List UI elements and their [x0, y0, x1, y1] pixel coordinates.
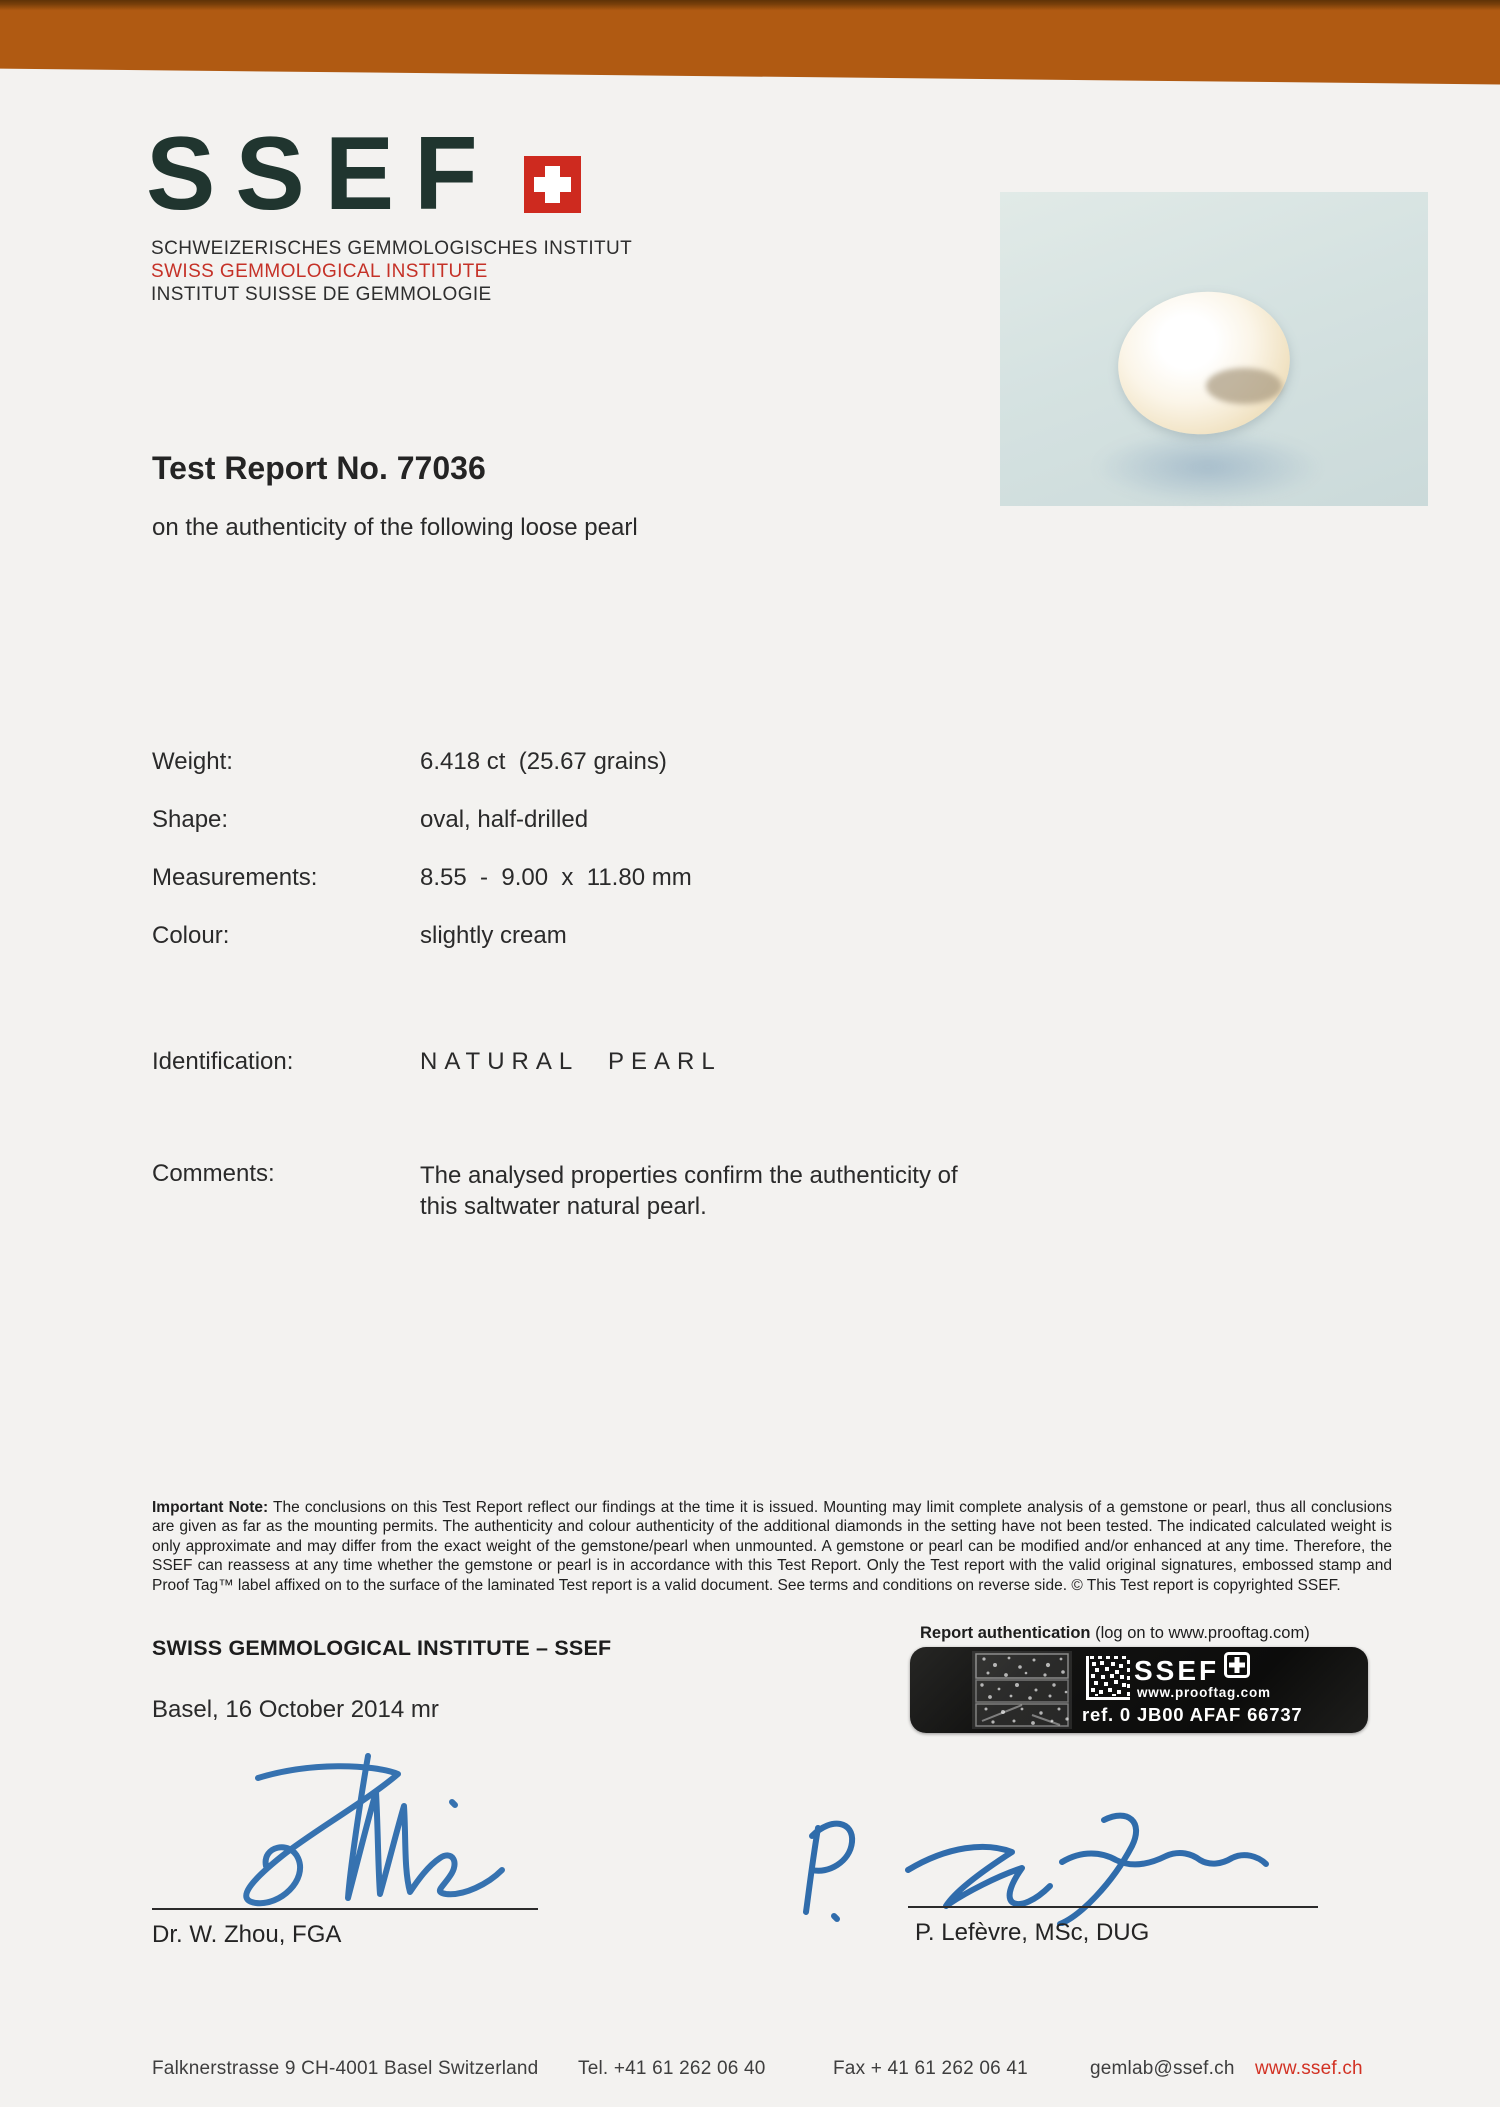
field-label: Weight: [152, 748, 233, 775]
footer-email: gemlab@ssef.ch [1090, 2058, 1235, 2079]
field-row-comments [152, 1160, 965, 1222]
field-label: Shape: [152, 806, 229, 833]
prooftag-ssef-logo [1134, 1652, 1250, 1686]
field-label: Colour: [152, 922, 230, 949]
signature-right-ink [760, 1808, 1340, 1926]
report-title: Test Report No. 77036 [152, 450, 486, 486]
field-value: slightly cream [420, 922, 567, 949]
field-label: Comments: [152, 1160, 275, 1187]
field-value: 8.55 - 9.00 x 11.80 mm [420, 864, 692, 891]
field-row-measurements [152, 864, 692, 892]
footer-fax: Fax + 41 61 262 06 41 [833, 2058, 1028, 2079]
field-value: 6.418 ct (25.67 grains) [420, 748, 667, 775]
institute-name-german: SCHWEIZERISCHES GEMMOLOGISCHES INSTITUT [151, 238, 633, 259]
field-row-shape [152, 806, 588, 834]
ssef-logo-text: SSEF [146, 116, 498, 232]
report-authentication-bold: Report authentication [920, 1624, 1091, 1642]
field-label: Measurements: [152, 864, 318, 891]
signature-line-right [908, 1906, 1318, 1908]
important-note [152, 1498, 1392, 1595]
footer-telephone: Tel. +41 61 262 06 40 [578, 2058, 766, 2079]
institute-name-english: SWISS GEMMOLOGICAL INSTITUTE [151, 261, 488, 282]
signer-name-left: Dr. W. Zhou, FGA [152, 1921, 342, 1948]
pearl-image [1110, 282, 1298, 444]
swiss-cross-icon [524, 156, 581, 213]
important-note-title: Important Note: [152, 1499, 269, 1516]
important-note-body: The conclusions on this Test Report reflect our findings at the time it is issued. Mounting may limit complete analysis of a gemstone or pearl, thus all conclusions are given as far as the mounting permits. The authenticity and colour authenticity of the additional diamonds in the setting have not been tested. The indicated calculated weight is only approximate and may differ from the exact weight of the gemstone/pearl when unmounted. A gemstone or pearl can be modified and/or enhanced at any time. Therefore, the SSEF can reassess at any time whether the gemstone or pearl is in accordance with this Test Report. Only the Test report with the valid original signatures, embossed stamp and Proof Tag™ label affixed on to the surface of the laminated Test report is a valid document. See terms and conditions on reverse side. © This Test report is copyrighted SSEF. [152, 1499, 1392, 1594]
comments-value: The analysed properties confirm the authenticity of this saltwater natural pearl. [420, 1162, 958, 1220]
signature-line-left [152, 1908, 538, 1910]
footer-website-link: www.ssef.ch [1255, 2058, 1363, 2079]
prooftag-ref-number: ref. 0 JB00 AFAF 66737 [1082, 1704, 1303, 1725]
prooftag-url: www.prooftag.com [1137, 1685, 1271, 1700]
signer-name-right: P. Lefèvre, MSc, DUG [915, 1919, 1150, 1946]
field-row-weight [152, 748, 667, 776]
signature-left-ink [140, 1742, 560, 1914]
field-row-identification [152, 1048, 722, 1076]
pearl-shadow [1092, 430, 1324, 504]
institute-name-french: INSTITUT SUISSE DE GEMMOLOGIE [151, 284, 492, 305]
report-authentication-rest: (log on to www.prooftag.com) [1090, 1624, 1310, 1642]
place-and-date: Basel, 16 October 2014 mr [152, 1696, 439, 1723]
prooftag-ssef-text: SSEF [1134, 1655, 1220, 1686]
bubble-tag-pattern-icon [962, 1651, 1088, 1729]
identification-value: NATURAL PEARL [420, 1048, 722, 1075]
field-row-colour [152, 922, 567, 950]
pearl-blemish [1206, 368, 1282, 404]
field-label: Identification: [152, 1048, 294, 1075]
report-subtitle: on the authenticity of the following loose pearl [152, 514, 638, 541]
field-value: oval, half-drilled [420, 806, 589, 833]
prooftag-swiss-cross-icon [1224, 1652, 1250, 1683]
pearl-photo [1000, 192, 1428, 506]
prooftag-security-label [910, 1647, 1368, 1733]
footer-address: Falknerstrasse 9 CH-4001 Basel Switzerland [152, 2058, 539, 2079]
top-orange-band [0, 0, 1500, 88]
institute-heading: SWISS GEMMOLOGICAL INSTITUTE – SSEF [152, 1636, 612, 1660]
datamatrix-code-icon [1086, 1656, 1130, 1700]
report-authentication-caption [920, 1624, 1310, 1643]
